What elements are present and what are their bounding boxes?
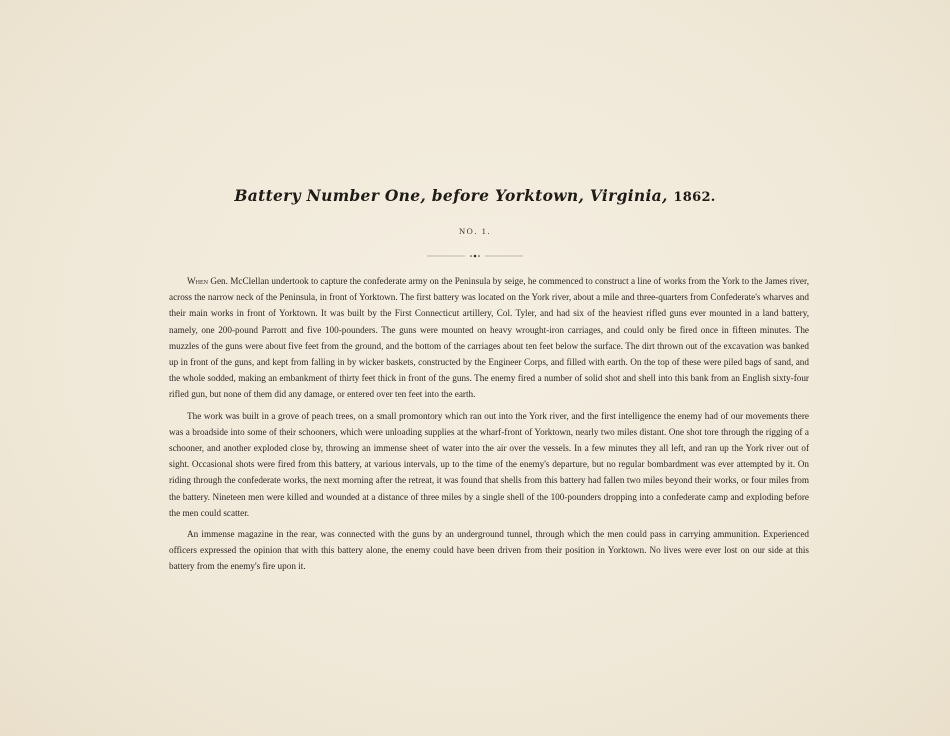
lead-word: When	[187, 276, 209, 286]
paragraph-2: The work was built in a grove of peach trees, on a small promontory which ran out into the York river, and the first intelligence the enemy had of our movements there was a broadside into some of their schooners, which were unloading supplies at the wharf-front of Yorktown, nearly two miles distant. One shot tore through the rigging of a schooner, and another exploded close by, throwing an immense sheet of water into the air over the vessels. In a few minutes they all left, and ran up the York river out of sight. Occasional shots were fired from this battery, at various intervals, up to the time of the enemy's departure, but no regular bombardment was ever attempted by it. On riding through the confederate works, the next morning after the retreat, it was found that shells from this battery had fallen two miles beyond their works, or four miles from the battery. Nineteen men were killed and wounded at a distance of three miles by a single shell of the 100-pounders dropping into a confederate camp and exploding before the men could scatter.	[169, 410, 809, 518]
title-year: 1862.	[673, 190, 716, 205]
decorative-rule	[425, 252, 525, 262]
body-text	[169, 273, 809, 580]
title-main: Battery Number One, before Yorktown, Virginia,	[234, 186, 668, 205]
page-title	[234, 186, 715, 205]
paragraph-3: An immense magazine in the rear, was connected with the guns by an underground tunnel, through which the men could pass in carrying ammunition. Experienced officers expressed the opinion that with this battery alone, the enemy could have been driven from their position in Yorktown. No lives were ever lost on our side at this battery from the enemy's fire upon it.	[169, 529, 809, 572]
plate-number: NO. 1.	[459, 226, 491, 236]
title-row	[0, 186, 950, 206]
paragraph-1-text: Gen. McClellan undertook to capture the confederate army on the Peninsula by seige, he commenced to construct a line of works from the York to the James river, across the narrow neck of the Peninsula, in front of Yorktown. The first battery was located on the York river, about a mile and three-quarters from Confederate's wharves and their main works in front of Yorktown. It was built by the First Connecticut artillery, Col. Tyler, and had six of the heaviest rifled guns ever mounted in a land battery, namely, one 200-pound Parrott and five 100-pounders. The guns were mounted on heavy wrought-iron carriages, and could only be fired once in fifteen minutes. The muzzles of the guns were about five feet from the ground, and the bottom of the carriages about ten feet below the surface. The dirt thrown out of the excavation was banked up in front of the guns, and kept from falling in by wicker baskets, constructed by the Engineer Corps, and filled with earth. On the top of these were piled bags of sand, and the whole sodded, making an embankment of thirty feet thick in front of the guns. The enemy fired a number of solid shot and shell into this bank from an English sixty-four rifled gun, but none of them did any damage, or entered over ten feet into the earth.	[169, 276, 809, 400]
paragraph-1	[169, 273, 809, 403]
